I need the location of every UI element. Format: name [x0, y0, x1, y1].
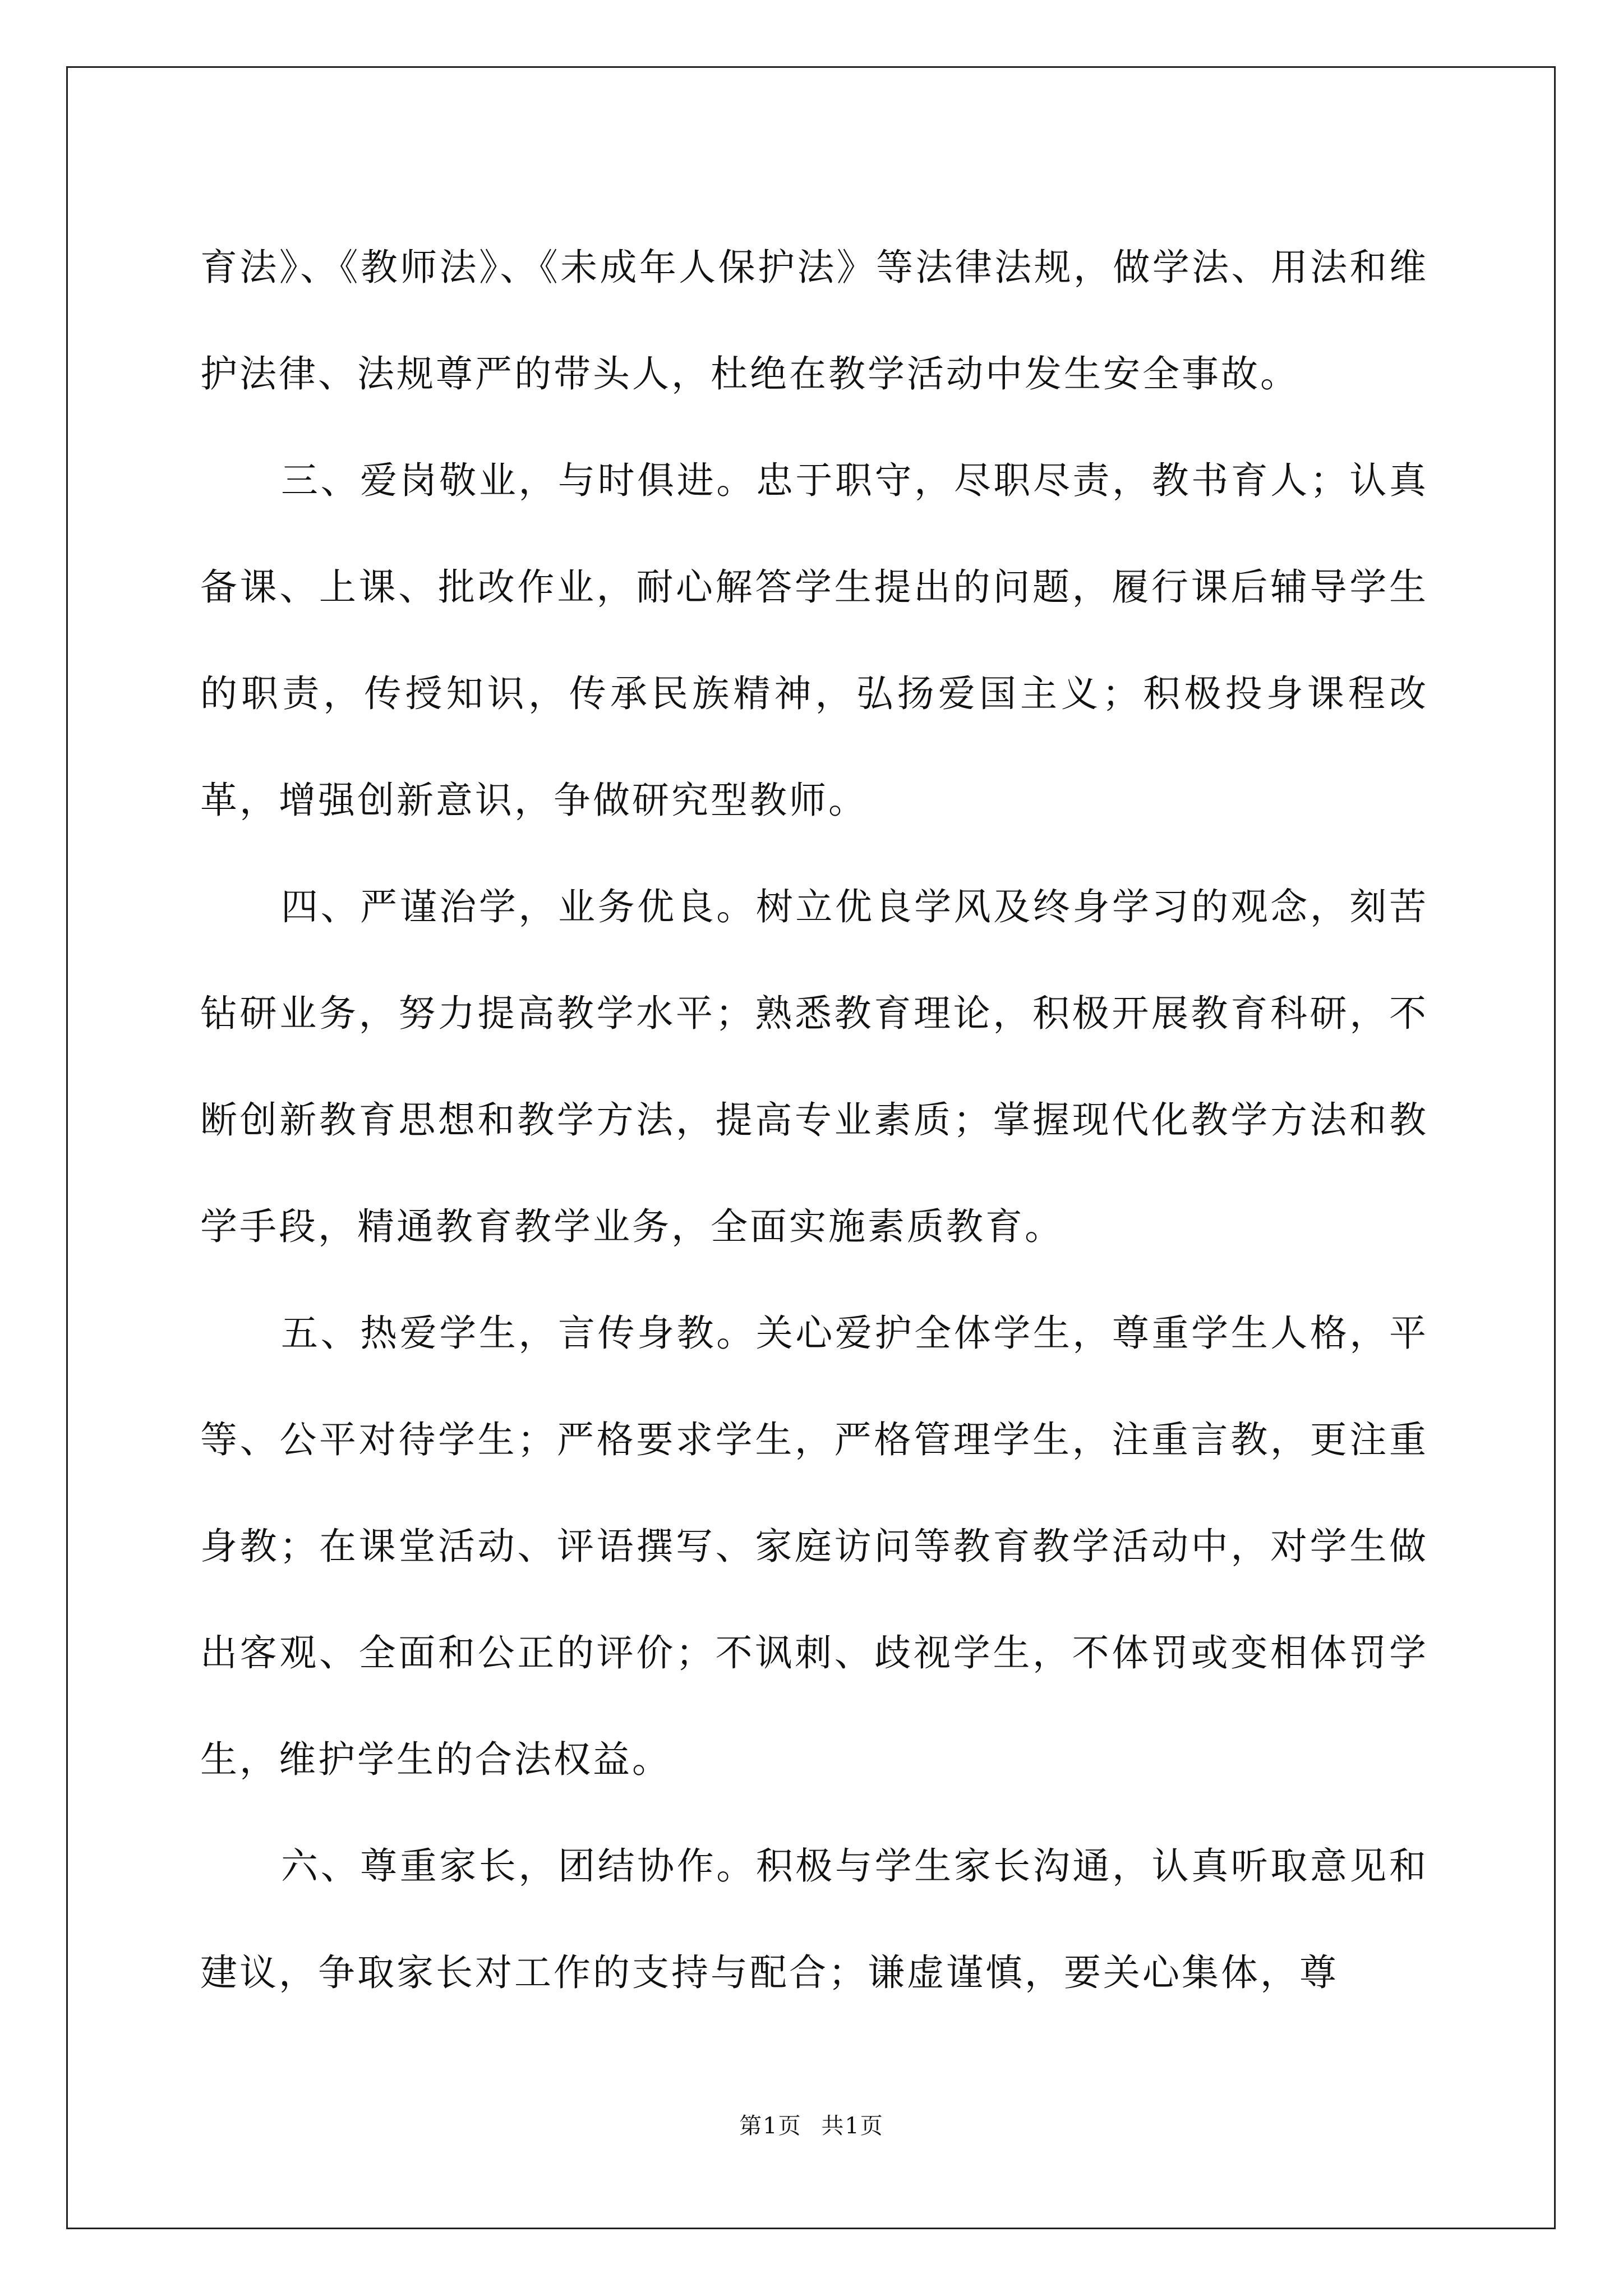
paragraph-section-5: 五、热爱学生，言传身教。关心爱护全体学生，尊重学生人格，平等、公平对待学生；严格要求学生，严格管理学生，注重言教，更注重身教；在课堂活动、评语撰写、家庭访问等教育教学活动中，对学生做出客观、全面和公正的评价；不讽刺、歧视学生，不体罚或变相体罚学生，维护学生的合法权益。: [200, 1312, 1428, 1781]
paragraph-continuation: 育法》、《教师法》、《未成年人保护法》等法律法规，做学法、用法和维护法律、法规尊严的带头人，杜绝在教学活动中发生安全事故。: [200, 246, 1428, 395]
paragraph-section-6: 六、尊重家长，团结协作。积极与学生家长沟通，认真听取意见和建议，争取家长对工作的支持与配合；谦虚谨慎，要关心集体，尊: [200, 1844, 1428, 1994]
page-total: 共1页: [821, 2113, 884, 2139]
page-footer: [0, 2112, 1623, 2140]
page-number: 第1页: [739, 2113, 802, 2139]
paragraph-section-3: 三、爱岗敬业，与时俱进。忠于职守，尽职尽责，教书育人；认真备课、上课、批改作业，耐心解答学生提出的问题，履行课后辅导学生的职责，传授知识，传承民族精神，弘扬爱国主义；积极投身课程改革，增强创新意识，争做研究型教师。: [200, 459, 1428, 822]
paragraph-section-4: 四、严谨治学，业务优良。树立优良学风及终身学习的观念，刻苦钻研业务，努力提高教学水平；熟悉教育理论，积极开展教育科研，不断创新教育思想和教学方法，提高专业素质；掌握现代化教学方法和教学手段，精通教育教学业务，全面实施素质教育。: [200, 885, 1428, 1248]
document-body: [200, 214, 1428, 2026]
